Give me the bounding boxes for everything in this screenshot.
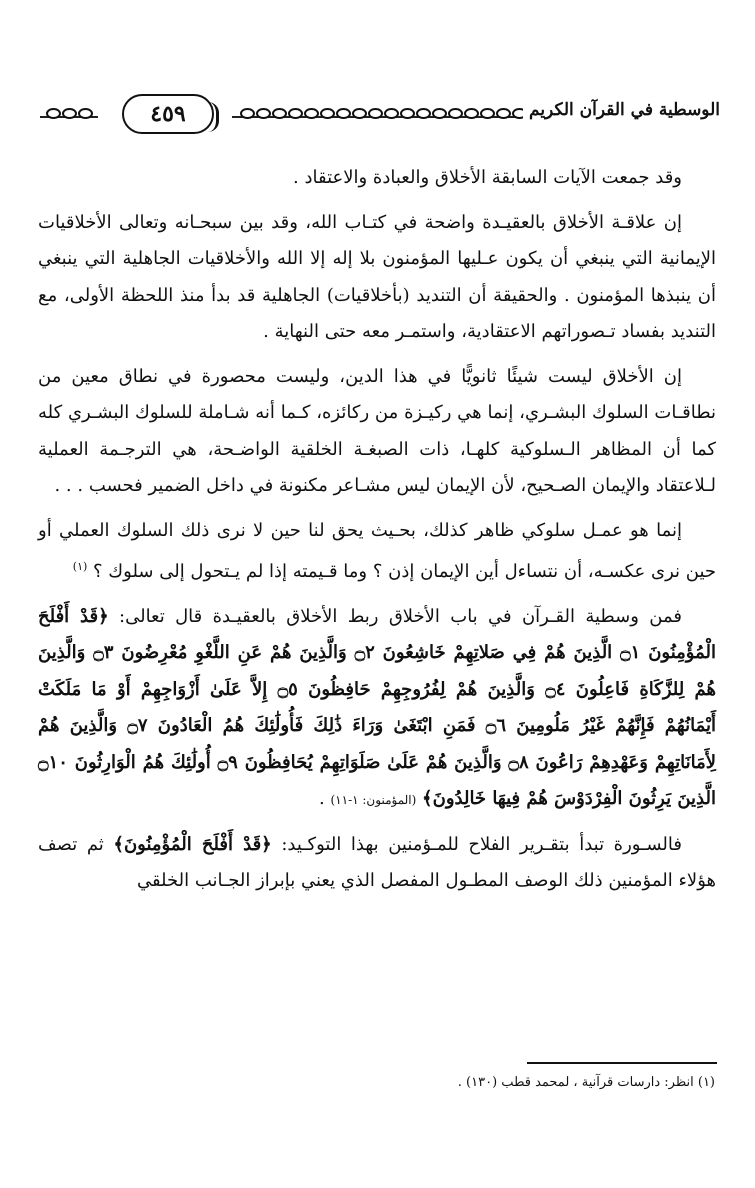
footnote-marker: (١) bbox=[72, 560, 88, 573]
quran-intro: فمن وسطية القـرآن في باب الأخلاق ربط الأخلاق بالعقيـدة قال تعالى: bbox=[119, 605, 682, 627]
header-ornament-right bbox=[240, 108, 527, 122]
paragraph-4-text: إنما هو عمـل سلوكي ظاهر كذلك، بحـيث يحق لنا حين لا نرى ذلك السلوك العملي أو حين نرى عكسـه، أن نتساءل أين الإيمان إذن ؟ وما قـيمته إذا لم يـتحول إلى سلوك ؟ bbox=[38, 519, 716, 582]
verse-reference: (المؤمنون: ١-١١) bbox=[330, 793, 417, 807]
paragraph-2: إن علاقـة الأخلاق بالعقيـدة واضحة في كتـاب الله، وقد بين سبحـانه وتعالى الأخلاقيات الإيمانية التي ينبغي أن يكون عـليها المؤمنون بلا إله إلا الله والأخلاقيات الجاهلية التي ينبغي أن ينبذها المؤمنون . والحقيقة أن التنديد (بأخلاقيات) الجاهلية قد بدأ منذ اللحظة الأولى، مع التنديد بفساد تـصوراتهم الاعتقادية، واستمـر معه حتى النهاية . bbox=[38, 211, 716, 342]
page-body bbox=[38, 160, 716, 900]
footnote: (١) انظر: دارسات قرآنية ، لمحمد قطب (١٣٠) . bbox=[457, 1075, 715, 1090]
footnote-divider bbox=[527, 1062, 717, 1064]
running-title: الوسطية في القرآن الكريم bbox=[523, 100, 720, 120]
paragraph-3: إن الأخلاق ليست شيئًا ثانويًّا في هذا الدين، وليست محصورة في نطاق معين من نطاقـات السلوك البشـري، إنما هي ركيـزة من ركائزه، كـما أنه شـاملة للسلوك البشـري كله كما أن المظاهر الـسلوكية كلهـا، ذات الصبغـة الخلقية الواضـحة، هي الترجـمة العملية لـلاعتقاد والإيمان الصـحيح، لأن الإيمان ليس مشـاعر مكنونة في داخل الضمير فحسب . . . bbox=[38, 365, 716, 496]
quran-verses: ﴿قَدْ أَفْلَحَ الْمُؤْمِنُونَ ۝١ الَّذِينَ هُمْ فِي صَلاتِهِمْ خَاشِعُونَ ۝٢ وَالَّذِينَ هُمْ عَنِ اللَّغْوِ مُعْرِضُونَ ۝٣ وَالَّذِينَ هُمْ لِلزَّكَاةِ فَاعِلُونَ ۝٤ وَالَّذِينَ هُمْ لِفُرُوجِهِمْ حَافِظُونَ ۝٥ إِلاَّ عَلَىٰ أَزْوَاجِهِمْ أَوْ مَا مَلَكَتْ أَيْمَانُهُمْ فَإِنَّهُمْ غَيْرُ مَلُومِينَ ۝٦ فَمَنِ ابْتَغَىٰ وَرَاءَ ذَٰلِكَ فَأُولَٰئِكَ هُمُ الْعَادُونَ ۝٧ وَالَّذِينَ هُمْ لِأَمَانَاتِهِمْ وَعَهْدِهِمْ رَاعُونَ ۝٨ وَالَّذِينَ هُمْ عَلَىٰ صَلَوَاتِهِمْ يُحَافِظُونَ ۝٩ أُولَٰئِكَ هُمُ الْوَارِثُونَ ۝١٠ الَّذِينَ يَرِثُونَ الْفِرْدَوْسَ هُمْ فِيهَا خَالِدُونَ﴾ bbox=[38, 605, 717, 809]
paragraph-last bbox=[38, 827, 716, 900]
paragraph-4 bbox=[38, 513, 716, 591]
page-number: ٤٥٩ bbox=[122, 94, 214, 134]
paragraph-last-quote: ﴿قَدْ أَفْلَحَ الْمُؤْمِنُونَ﴾ bbox=[113, 833, 272, 855]
paragraph-last-after: ثم تصف هؤلاء المؤمنين ذلك الوصف المطـول المفصل الذي يعني بإبراز الجـانب الخلقي bbox=[38, 833, 716, 891]
quran-end: . bbox=[319, 788, 325, 809]
paragraph-1: وقد جمعت الآيات السابقة الأخلاق والعبادة والاعتقاد . bbox=[293, 167, 682, 188]
paragraph-last-before: فالسـورة تبدأ بتقـرير الفلاح للمـؤمنين بهذا التوكـيد: bbox=[281, 833, 682, 855]
quran-paragraph bbox=[38, 599, 716, 819]
header-ornament-left bbox=[46, 108, 93, 122]
page-header bbox=[40, 90, 720, 140]
